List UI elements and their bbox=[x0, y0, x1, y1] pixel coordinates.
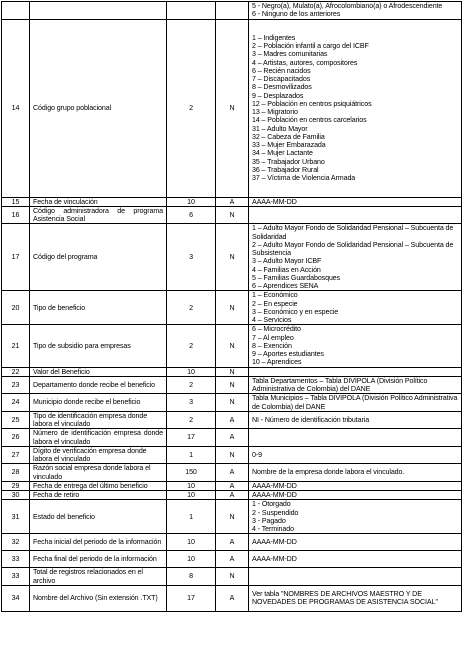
description-line: 7 – Discapacitados bbox=[252, 75, 311, 83]
table-row bbox=[2, 411, 462, 429]
field-description-cell bbox=[249, 491, 462, 500]
description-line: 4 – Artistas, autores, compositores bbox=[252, 58, 358, 67]
field-description-cell bbox=[249, 500, 462, 534]
description-line: 3 – Madres comunitarias bbox=[252, 50, 328, 59]
table-row bbox=[2, 500, 462, 534]
field-name-cell: Tipo de beneficio bbox=[30, 291, 167, 325]
description-line: 9 – Desplazados bbox=[252, 91, 304, 100]
description-line: 4 - Terminado bbox=[252, 525, 294, 533]
description-line: 33 – Mujer Embarazada bbox=[252, 141, 326, 149]
field-name-cell: Número de identificación empresa donde labora el vinculado bbox=[30, 429, 167, 447]
table-row bbox=[2, 551, 462, 568]
table-row bbox=[2, 481, 462, 490]
field-number-cell: 25 bbox=[2, 411, 30, 429]
field-length-cell: 2 bbox=[167, 291, 216, 325]
field-length-cell: 8 bbox=[167, 568, 216, 586]
field-length-cell: 10 bbox=[167, 481, 216, 490]
description-line: 8 – Exención bbox=[252, 341, 292, 350]
description-line: 1 – Económico bbox=[252, 291, 298, 300]
field-type-cell: A bbox=[216, 429, 249, 447]
field-description-cell bbox=[249, 534, 462, 551]
field-description-cell bbox=[249, 429, 462, 447]
field-type-cell: N bbox=[216, 206, 249, 224]
field-number-cell: 33 bbox=[2, 568, 30, 586]
field-length-cell: 150 bbox=[167, 464, 216, 482]
description-line: 32 – Cabeza de Familia bbox=[252, 132, 325, 141]
field-name-cell: Departamento donde recibe el beneficio bbox=[30, 376, 167, 394]
table-row bbox=[2, 2, 462, 20]
field-spec-body bbox=[2, 2, 462, 612]
field-description-cell bbox=[249, 224, 462, 291]
field-length-cell: 10 bbox=[167, 491, 216, 500]
field-description-cell bbox=[249, 325, 462, 367]
field-type-cell: N bbox=[216, 500, 249, 534]
table-row bbox=[2, 325, 462, 367]
description-line: 5 - Negro(a), Mulato(a), Afrocolombiano(a) o Afrodescendiente bbox=[252, 2, 443, 10]
field-type-cell: A bbox=[216, 197, 249, 206]
field-description-cell bbox=[249, 2, 462, 20]
field-number-cell bbox=[2, 2, 30, 20]
description-line: 3 – Adulto Mayor ICBF bbox=[252, 257, 322, 266]
description-line: 7 – Al empleo bbox=[252, 333, 294, 342]
field-name-cell: Fecha de entrega del último beneficio bbox=[30, 481, 167, 490]
description-line: 4 – Familias en Acción bbox=[252, 265, 321, 274]
field-number-cell: 23 bbox=[2, 376, 30, 394]
field-name-cell: Tipo de identificación empresa donde labora el vinculado bbox=[30, 411, 167, 429]
field-type-cell: A bbox=[216, 551, 249, 568]
field-type-cell: A bbox=[216, 411, 249, 429]
field-type-cell: N bbox=[216, 291, 249, 325]
field-number-cell: 15 bbox=[2, 197, 30, 206]
field-description-cell bbox=[249, 291, 462, 325]
table-row bbox=[2, 585, 462, 611]
field-name-cell: Fecha de retiro bbox=[30, 491, 167, 500]
description-line: 6 – Aprendices SENA bbox=[252, 282, 319, 290]
description-line: AAAA-MM-DD bbox=[252, 491, 297, 499]
description-line: 1 – Adulto Mayor Fondo de Solidaridad Pensional – Subcuenta de Solidaridad bbox=[252, 224, 454, 241]
table-row bbox=[2, 568, 462, 586]
field-number-cell: 21 bbox=[2, 325, 30, 367]
field-type-cell: A bbox=[216, 464, 249, 482]
table-row bbox=[2, 206, 462, 224]
field-length-cell: 1 bbox=[167, 446, 216, 464]
description-line: 6 – Recién nacidos bbox=[252, 66, 311, 75]
field-number-cell: 29 bbox=[2, 481, 30, 490]
field-type-cell: N bbox=[216, 325, 249, 367]
field-type-cell: N bbox=[216, 367, 249, 376]
field-number-cell: 27 bbox=[2, 446, 30, 464]
field-length-cell: 2 bbox=[167, 19, 216, 197]
description-line: 2 – Adulto Mayor Fondo de Solidaridad Pensional – Subcuenta de Subsistencia bbox=[252, 240, 454, 257]
description-line: 35 – Trabajador Urbano bbox=[252, 157, 325, 166]
table-row bbox=[2, 224, 462, 291]
field-number-cell: 17 bbox=[2, 224, 30, 291]
field-description-cell bbox=[249, 481, 462, 490]
field-length-cell: 6 bbox=[167, 206, 216, 224]
field-type-cell: N bbox=[216, 224, 249, 291]
description-line: 10 – Aprendices bbox=[252, 358, 302, 367]
description-line: Ver tabla "NOMBRES DE ARCHIVOS MAESTRO Y DE NOVEDADES DE PROGRAMAS DE ASISTENCIA SOCIAL" bbox=[252, 590, 438, 607]
field-number-cell: 14 bbox=[2, 19, 30, 197]
description-line: 31 – Adulto Mayor bbox=[252, 124, 308, 133]
description-line: 8 – Desmovilizados bbox=[252, 83, 312, 92]
field-description-cell bbox=[249, 376, 462, 394]
description-line: 36 – Trabajador Rural bbox=[252, 165, 319, 174]
field-length-cell: 3 bbox=[167, 394, 216, 412]
table-row bbox=[2, 19, 462, 197]
description-line: Nombre de la empresa donde labora el vinculado. bbox=[252, 468, 405, 477]
field-number-cell: 22 bbox=[2, 367, 30, 376]
table-row bbox=[2, 491, 462, 500]
field-length-cell: 10 bbox=[167, 367, 216, 376]
description-line: 4 – Servicios bbox=[252, 316, 292, 324]
field-name-cell: Código del programa bbox=[30, 224, 167, 291]
field-length-cell: 2 bbox=[167, 376, 216, 394]
field-type-cell: A bbox=[216, 491, 249, 500]
description-line: 2 – En especie bbox=[252, 299, 298, 308]
description-line: 34 – Mujer Lactante bbox=[252, 149, 313, 158]
field-number-cell: 33 bbox=[2, 551, 30, 568]
field-type-cell: N bbox=[216, 19, 249, 197]
field-description-cell bbox=[249, 367, 462, 376]
field-type-cell: N bbox=[216, 568, 249, 586]
field-length-cell: 10 bbox=[167, 197, 216, 206]
table-row bbox=[2, 291, 462, 325]
field-name-cell: Estado del beneficio bbox=[30, 500, 167, 534]
field-description-cell bbox=[249, 19, 462, 197]
table-row bbox=[2, 464, 462, 482]
field-type-cell: A bbox=[216, 481, 249, 490]
field-name-cell: Total de registros relacionados en el archivo bbox=[30, 568, 167, 586]
field-number-cell: 30 bbox=[2, 491, 30, 500]
document-page bbox=[1, 1, 461, 612]
description-line: NI - Número de identificación tributaria bbox=[252, 415, 370, 424]
field-description-cell bbox=[249, 197, 462, 206]
field-description-cell bbox=[249, 411, 462, 429]
description-line: AAAA-MM-DD bbox=[252, 197, 297, 206]
field-number-cell: 31 bbox=[2, 500, 30, 534]
description-line: Tabla Departamentos – Tabla DIVIPOLA (División Político Administrativa de Colombia) del DANE bbox=[252, 376, 428, 393]
field-description-cell bbox=[249, 446, 462, 464]
table-row bbox=[2, 446, 462, 464]
field-number-cell: 26 bbox=[2, 429, 30, 447]
table-row bbox=[2, 429, 462, 447]
field-name-cell: Dígito de verificación empresa donde labora el vinculado bbox=[30, 446, 167, 464]
field-type-cell: A bbox=[216, 534, 249, 551]
table-row bbox=[2, 534, 462, 551]
description-line: 6 – Microcrédito bbox=[252, 325, 301, 334]
field-description-cell bbox=[249, 585, 462, 611]
description-line: 14 – Población en centros carcelarios bbox=[252, 116, 367, 125]
description-line: 5 – Familias Guardabosques bbox=[252, 273, 341, 282]
field-number-cell: 20 bbox=[2, 291, 30, 325]
field-spec-table bbox=[1, 1, 462, 612]
field-length-cell: 10 bbox=[167, 534, 216, 551]
description-line: AAAA-MM-DD bbox=[252, 555, 297, 564]
description-line: 0-9 bbox=[252, 450, 262, 459]
field-length-cell bbox=[167, 2, 216, 20]
description-line: 6 - Ninguno de los anteriores bbox=[252, 10, 341, 19]
description-line: 1 – Indigentes bbox=[252, 33, 296, 42]
table-row bbox=[2, 367, 462, 376]
field-number-cell: 32 bbox=[2, 534, 30, 551]
field-name-cell: Fecha inicial del periodo de la información bbox=[30, 534, 167, 551]
field-description-cell bbox=[249, 464, 462, 482]
description-line: 12 – Población en centros psiquiátricos bbox=[252, 99, 372, 108]
field-name-cell: Código grupo poblacional bbox=[30, 19, 167, 197]
description-line: 2 - Suspendido bbox=[252, 508, 299, 517]
field-type-cell: A bbox=[216, 585, 249, 611]
field-length-cell: 17 bbox=[167, 429, 216, 447]
description-line: AAAA-MM-DD bbox=[252, 538, 297, 547]
field-number-cell: 28 bbox=[2, 464, 30, 482]
description-line: 2 – Población infantil a cargo del ICBF bbox=[252, 42, 369, 50]
description-line: 3 - Pagado bbox=[252, 516, 286, 525]
description-line: 1 - Otorgado bbox=[252, 500, 291, 509]
field-length-cell: 2 bbox=[167, 411, 216, 429]
description-line: 3 – Económico y en especie bbox=[252, 307, 339, 316]
field-length-cell: 2 bbox=[167, 325, 216, 367]
field-type-cell: N bbox=[216, 394, 249, 412]
field-number-cell: 34 bbox=[2, 585, 30, 611]
field-name-cell: Código administradora de programa Asistencia Social bbox=[30, 206, 167, 224]
field-length-cell: 3 bbox=[167, 224, 216, 291]
description-line: 9 – Aportes estudiantes bbox=[252, 350, 324, 358]
field-type-cell: N bbox=[216, 446, 249, 464]
field-name-cell: Municipio donde recibe el beneficio bbox=[30, 394, 167, 412]
field-name-cell: Razón social empresa donde labora el vinculado bbox=[30, 464, 167, 482]
field-description-cell bbox=[249, 394, 462, 412]
table-row bbox=[2, 394, 462, 412]
field-name-cell: Nombre del Archivo (Sin extensión .TXT) bbox=[30, 585, 167, 611]
table-row bbox=[2, 376, 462, 394]
field-name-cell bbox=[30, 2, 167, 20]
description-line: AAAA-MM-DD bbox=[252, 481, 297, 490]
field-length-cell: 10 bbox=[167, 551, 216, 568]
table-row bbox=[2, 197, 462, 206]
description-line: Tabla Municipios – Tabla DIVIPOLA (División Político Administrativa de Colombia) del DANE bbox=[252, 394, 458, 411]
description-line: 37 – Víctima de Violencia Armada bbox=[252, 174, 356, 182]
field-description-cell bbox=[249, 551, 462, 568]
field-type-cell bbox=[216, 2, 249, 20]
field-name-cell: Valor del Beneficio bbox=[30, 367, 167, 376]
field-number-cell: 16 bbox=[2, 206, 30, 224]
field-name-cell: Fecha de vinculación bbox=[30, 197, 167, 206]
field-length-cell: 17 bbox=[167, 585, 216, 611]
field-length-cell: 1 bbox=[167, 500, 216, 534]
field-name-cell: Tipo de subsidio para empresas bbox=[30, 325, 167, 367]
description-line: 13 – Migratorio bbox=[252, 108, 298, 116]
field-number-cell: 24 bbox=[2, 394, 30, 412]
field-name-cell: Fecha final del periodo de la información bbox=[30, 551, 167, 568]
field-description-cell bbox=[249, 568, 462, 586]
field-type-cell: N bbox=[216, 376, 249, 394]
field-description-cell bbox=[249, 206, 462, 224]
